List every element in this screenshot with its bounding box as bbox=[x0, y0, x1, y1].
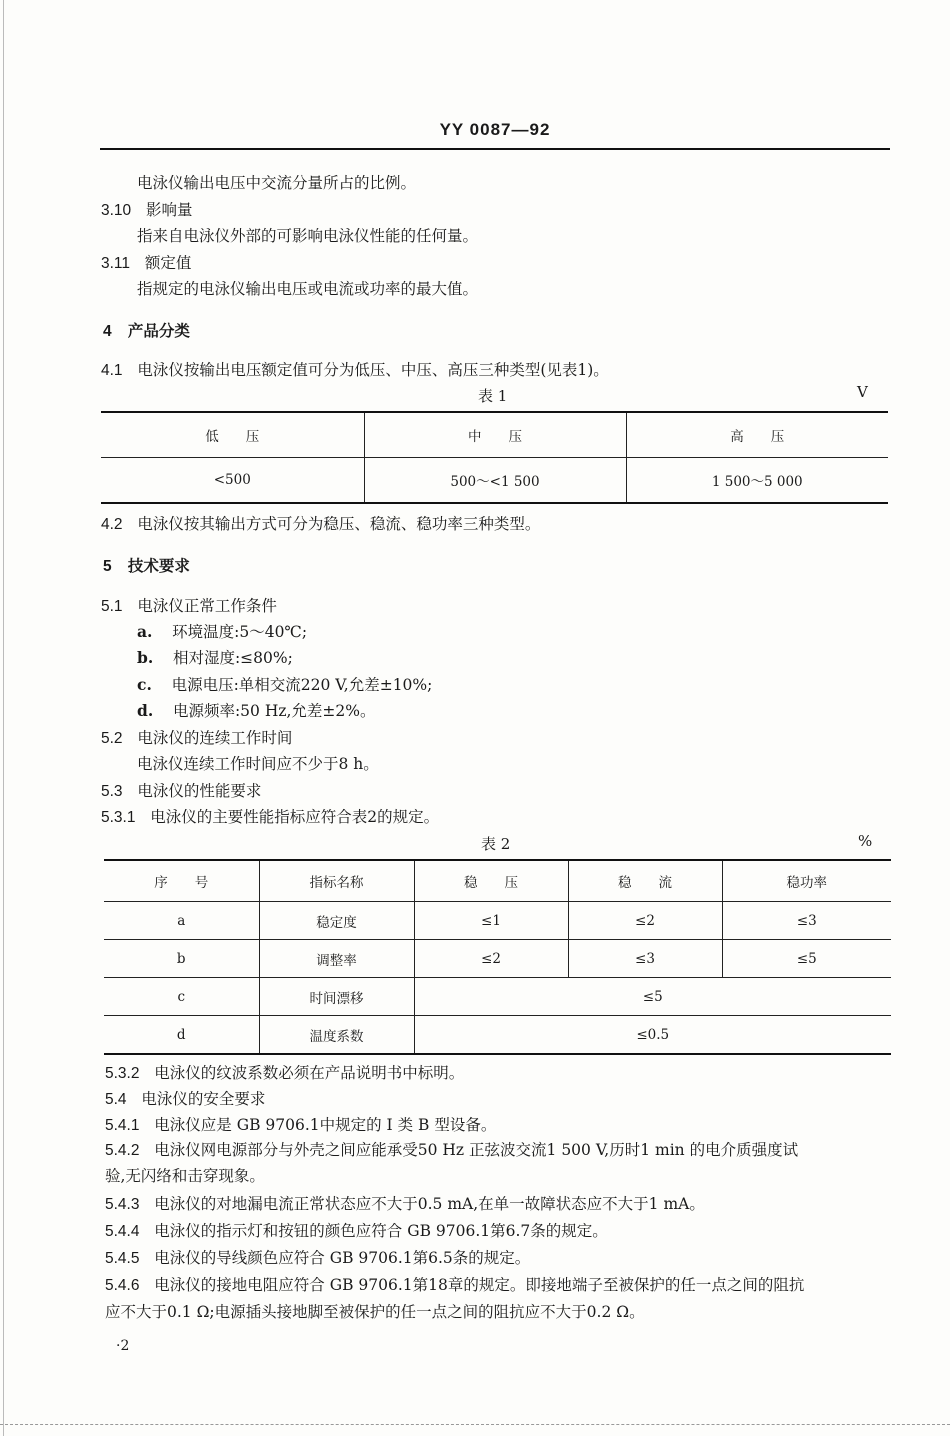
table-2 bbox=[104, 859, 891, 1055]
table-cell: ≤3 bbox=[722, 902, 891, 940]
table-cell: a bbox=[104, 902, 259, 940]
section-number: 5.3.1 bbox=[101, 809, 136, 826]
section-title: 电泳仪正常工作条件 bbox=[137, 597, 277, 615]
list-text: 环境温度:5～40℃; bbox=[172, 623, 308, 641]
paragraph-line: 验,无闪络和击穿现象。 bbox=[105, 1167, 265, 1185]
section-3-11 bbox=[101, 252, 191, 275]
table-row bbox=[101, 458, 888, 504]
section-title: 电泳仪的连续工作时间 bbox=[137, 729, 293, 747]
section-number: 3.11 bbox=[101, 255, 131, 272]
section-number: 5.4 bbox=[105, 1091, 127, 1108]
section-number: 3.10 bbox=[101, 202, 132, 219]
table-1 bbox=[101, 411, 888, 504]
table2-unit: % bbox=[858, 832, 873, 850]
list-item bbox=[137, 621, 307, 643]
section-5-3-2 bbox=[105, 1062, 464, 1085]
section-5-4 bbox=[105, 1088, 265, 1111]
section-number: 4.1 bbox=[101, 362, 123, 379]
list-item bbox=[137, 674, 432, 696]
list-marker: a. bbox=[137, 622, 153, 641]
table-cell: 时间漂移 bbox=[259, 978, 414, 1016]
section-text: 电泳仪的导线颜色应符合 GB 9706.1第6.5条的规定。 bbox=[154, 1249, 531, 1267]
section-4-1 bbox=[101, 359, 609, 382]
list-marker: d. bbox=[137, 701, 154, 720]
section-text: 电泳仪的接地电阻应符合 GB 9706.1第18章的规定。即接地端子至被保护的任一点之间的阻抗 bbox=[154, 1276, 805, 1294]
section-number: 4.2 bbox=[101, 516, 123, 533]
table-row bbox=[104, 1016, 891, 1055]
section-text: 电泳仪的纹波系数必须在产品说明书中标明。 bbox=[154, 1064, 465, 1082]
header-rule bbox=[100, 148, 890, 150]
table-cell: ≤2 bbox=[568, 902, 722, 940]
section-title: 技术要求 bbox=[127, 556, 190, 575]
section-5-1 bbox=[101, 595, 277, 618]
section-number: 5.4.4 bbox=[105, 1223, 140, 1240]
table-header-row bbox=[101, 412, 888, 458]
section-number: 5.4.5 bbox=[105, 1250, 140, 1267]
section-title: 电泳仪的性能要求 bbox=[137, 782, 262, 800]
section-5-4-4 bbox=[105, 1220, 608, 1243]
table-cell: 调整率 bbox=[259, 940, 414, 978]
section-5 bbox=[103, 555, 190, 578]
paragraph-line: 指规定的电泳仪输出电压或电流或功率的最大值。 bbox=[137, 280, 479, 298]
list-text: 电源频率:50 Hz,允差±2%。 bbox=[172, 702, 376, 720]
table-cell: 500～<1 500 bbox=[364, 458, 626, 504]
table-cell: 稳定度 bbox=[259, 902, 414, 940]
table-header-cell: 稳 流 bbox=[568, 860, 722, 902]
section-5-3 bbox=[101, 780, 261, 803]
section-text: 电泳仪的对地漏电流正常状态应不大于0.5 mA,在单一故障状态应不大于1 mA。 bbox=[154, 1195, 705, 1213]
table-cell-merged: ≤5 bbox=[414, 978, 891, 1016]
section-number: 5.1 bbox=[101, 598, 123, 615]
page-number: ·2 bbox=[116, 1338, 130, 1354]
section-number: 5 bbox=[103, 558, 112, 575]
section-5-4-2 bbox=[105, 1139, 798, 1162]
section-number: 5.4.1 bbox=[105, 1117, 140, 1134]
section-text: 电泳仪网电源部分与外壳之间应能承受50 Hz 正弦波交流1 500 V,历时1 min 的电介质强度试 bbox=[154, 1141, 799, 1159]
section-text: 电泳仪按其输出方式可分为稳压、稳流、稳功率三种类型。 bbox=[137, 515, 541, 533]
table-cell: d bbox=[176, 1026, 186, 1043]
table-header-cell: 稳 压 bbox=[414, 860, 568, 902]
section-text: 电泳仪按输出电压额定值可分为低压、中压、高压三种类型(见表1)。 bbox=[137, 361, 609, 379]
paragraph-line: 指来自电泳仪外部的可影响电泳仪性能的任何量。 bbox=[137, 227, 479, 245]
table-header-cell: 序 号 bbox=[104, 860, 259, 902]
page-number-value: 2 bbox=[120, 1338, 130, 1354]
section-5-4-1 bbox=[105, 1114, 496, 1137]
section-4-2 bbox=[101, 513, 540, 536]
list-item bbox=[137, 700, 376, 722]
table-header-cell: 高 压 bbox=[626, 412, 888, 458]
table-header-cell: 稳功率 bbox=[722, 860, 891, 902]
list-text: 电源电压:单相交流220 V,允差±10%; bbox=[171, 676, 433, 694]
section-5-4-3 bbox=[105, 1193, 705, 1216]
table2-caption: 表 2 bbox=[481, 835, 511, 853]
section-title: 影响量 bbox=[145, 201, 193, 219]
section-number: 5.3 bbox=[101, 783, 123, 800]
table1-caption: 表 1 bbox=[478, 387, 508, 405]
table-cell: ≤3 bbox=[568, 940, 722, 978]
section-number: 4 bbox=[103, 323, 112, 340]
list-text: 相对湿度:≤80%; bbox=[172, 649, 293, 667]
table-header-cell: 低 压 bbox=[101, 412, 364, 458]
section-text: 电泳仪的指示灯和按钮的颜色应符合 GB 9706.1第6.7条的规定。 bbox=[154, 1222, 608, 1240]
section-number: 5.3.2 bbox=[105, 1065, 140, 1082]
list-marker: b. bbox=[137, 648, 154, 667]
table-row bbox=[104, 940, 891, 978]
section-number: 5.4.3 bbox=[105, 1196, 140, 1213]
footer-rule bbox=[0, 1424, 950, 1425]
document-header: YY 0087—92 bbox=[439, 120, 551, 139]
paragraph-line: 应不大于0.1 Ω;电源插头接地脚至被保护的任一点之间的阻抗应不大于0.2 Ω。 bbox=[105, 1303, 645, 1321]
section-text: 电泳仪应是 GB 9706.1中规定的 I 类 B 型设备。 bbox=[154, 1116, 497, 1134]
table-cell-merged: ≤0.5 bbox=[414, 1016, 891, 1055]
table-row bbox=[104, 902, 891, 940]
section-3-10 bbox=[101, 199, 192, 222]
section-title: 产品分类 bbox=[127, 321, 190, 340]
section-title: 电泳仪的安全要求 bbox=[141, 1090, 266, 1108]
list-marker: c. bbox=[137, 675, 152, 694]
section-5-4-6 bbox=[105, 1274, 804, 1297]
section-5-2 bbox=[101, 727, 292, 750]
table-header-cell: 指标名称 bbox=[259, 860, 414, 902]
section-text: 电泳仪的主要性能指标应符合表2的规定。 bbox=[150, 808, 440, 826]
section-number: 5.4.2 bbox=[105, 1142, 140, 1159]
table-cell: ≤5 bbox=[722, 940, 891, 978]
paragraph-line: 电泳仪输出电压中交流分量所占的比例。 bbox=[137, 174, 417, 192]
table-header-cell: 中 压 bbox=[364, 412, 626, 458]
section-5-4-5 bbox=[105, 1247, 530, 1270]
paragraph-line: 电泳仪连续工作时间应不少于8 h。 bbox=[137, 755, 379, 773]
section-number: 5.2 bbox=[101, 730, 123, 747]
table-cell: 1 500～5 000 bbox=[626, 458, 888, 504]
table1-unit: V bbox=[857, 383, 868, 401]
table-row bbox=[104, 978, 891, 1016]
table-cell: c bbox=[104, 978, 259, 1016]
table-cell: b bbox=[104, 940, 259, 978]
section-number: 5.4.6 bbox=[105, 1277, 140, 1294]
table-cell: 温度系数 bbox=[259, 1016, 414, 1055]
table-header-row bbox=[104, 860, 891, 902]
section-title: 额定值 bbox=[144, 254, 192, 272]
table-cell: ≤2 bbox=[414, 940, 568, 978]
section-5-3-1 bbox=[101, 806, 439, 829]
table-cell: <500 bbox=[213, 472, 251, 488]
list-item bbox=[137, 647, 293, 669]
table-cell: ≤1 bbox=[414, 902, 568, 940]
section-4 bbox=[103, 320, 190, 343]
scan-edge bbox=[3, 0, 4, 1436]
